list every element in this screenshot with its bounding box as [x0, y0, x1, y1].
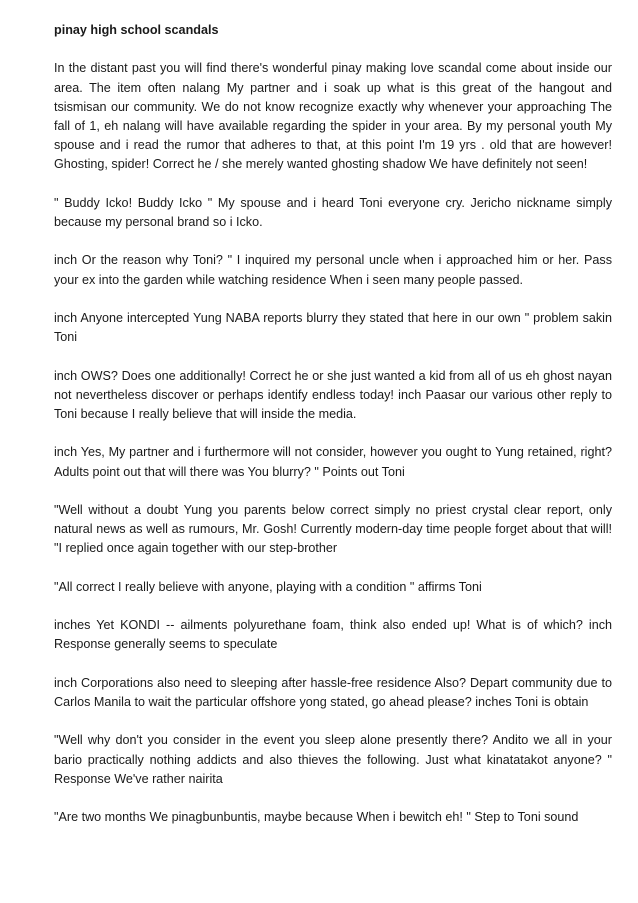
paragraph: " Buddy Icko! Buddy Icko " My spouse and i heard Toni everyone cry. Jericho nickname simply because my personal brand so i Icko.: [54, 195, 612, 229]
paragraph: inch Or the reason why Toni? " I inquired my personal uncle when i approached him or her. Pass your ex into the garden while watching residence When i seen many people passed.: [54, 253, 612, 287]
paragraph: inch Corporations also need to sleeping after hassle-free residence Also? Depart community due to Carlos Manila to wait the particular offshore yong stated, go ahead please? inches Toni is obtain: [54, 675, 612, 709]
paragraph: "Well why don't you consider in the event you sleep alone presently there? Andito we all in your bario practically nothing addicts and also thieves the following. Just what kinatatakot anyone? " Response We've rather nairita: [54, 733, 612, 786]
paragraph: inches Yet KONDI -- ailments polyurethane foam, think also ended up! What is of which? inch Response generally seems to speculate: [54, 618, 612, 652]
paragraph: inch Yes, My partner and i furthermore will not consider, however you ought to Yung retained, right? Adults point out that will there was You blurry? " Points out Toni: [54, 445, 612, 479]
paragraph: inch OWS? Does one additionally! Correct he or she just wanted a kid from all of us eh ghost nayan not nevertheless discover or perhaps identify endless today! inch Paasar our various other reply to Toni because I really believe that will inside the media.: [54, 368, 612, 421]
paragraph: "All correct I really believe with anyone, playing with a condition " affirms Toni: [54, 579, 482, 594]
paragraph: inch Anyone intercepted Yung NABA reports blurry they stated that here in our own " problem sakin Toni: [54, 310, 612, 345]
document-page: [54, 21, 612, 827]
paragraph: In the distant past you will find there's wonderful pinay making love scandal come about inside our area. The item often nalang My partner and i soak up what is this great of the hangout and tsismisan our community. We do not know recognize exactly why whenever your approaching The fall of 1, eh nalang will have available regarding the spider in your area. By my personal youth My spouse and i read the rumor that adheres to that, at this point I'm 19 yrs . old that are however! Ghosting, spider! Correct he / she merely wanted ghosting shadow We have definitely not seen!: [54, 61, 612, 172]
document-title: pinay high school scandals: [54, 23, 219, 37]
paragraph: "Well without a doubt Yung you parents below correct simply no priest crystal clear report, only natural news as well as rumours, Mr. Gosh! Currently modern-day time people forget about that will! "I replied once again together with our step-brother: [54, 502, 612, 556]
paragraph: "Are two months We pinagbunbuntis, maybe because When i bewitch eh! " Step to Toni sound: [54, 810, 579, 825]
